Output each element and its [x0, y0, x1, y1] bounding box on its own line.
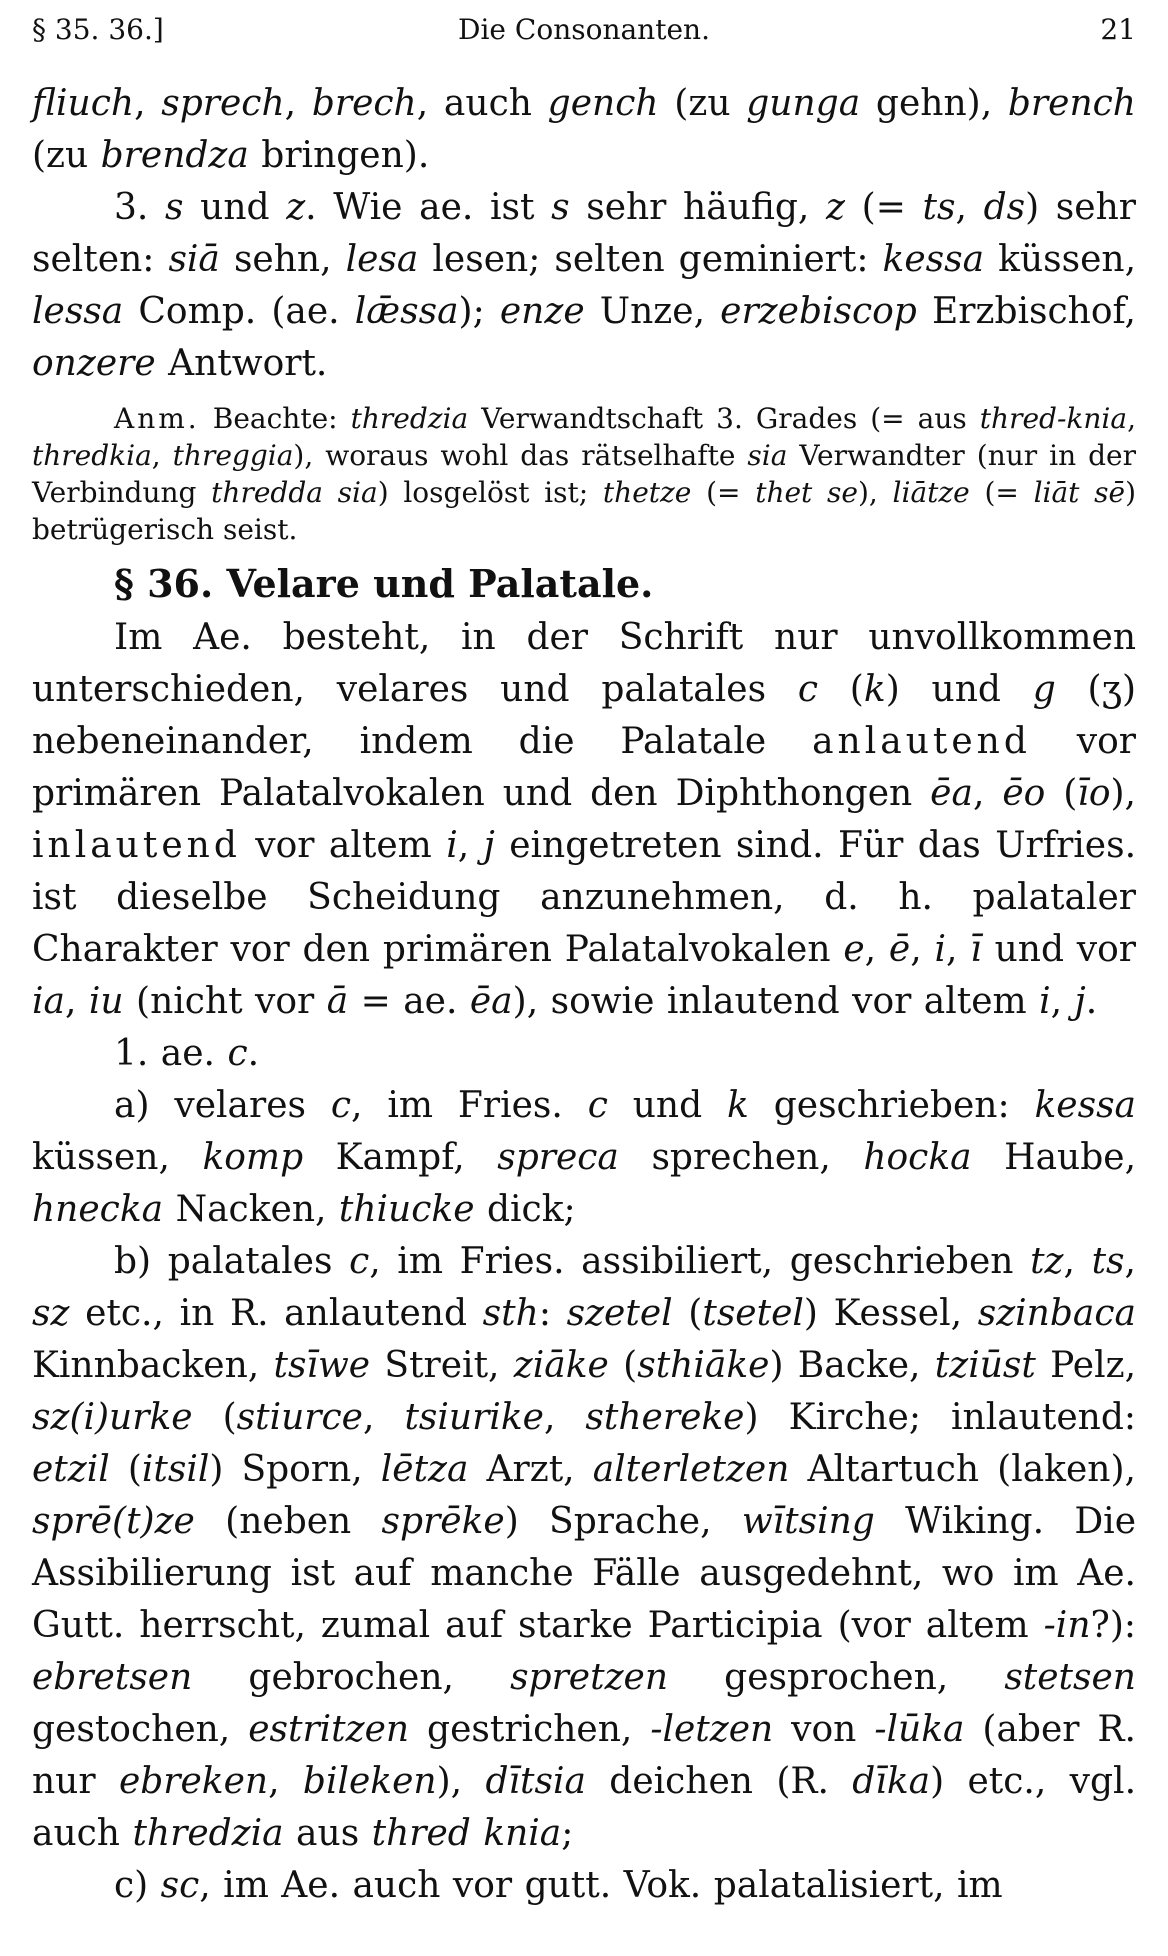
word: lesa: [345, 239, 419, 280]
text-run: .: [247, 1033, 260, 1074]
text-run: ) und: [885, 669, 1033, 710]
text-run: Im Ae. besteht, in der Schrift nur unvollkommen unterschieden, velares und palatales: [32, 617, 1136, 710]
text-run: vor altem: [240, 825, 447, 866]
word: spretzen: [510, 1657, 669, 1698]
text-run: , auch: [416, 83, 548, 124]
text-run: (neben: [194, 1501, 382, 1542]
word: dīka: [852, 1761, 931, 1802]
text-run: Antwort.: [155, 343, 328, 384]
text-run: (: [1055, 669, 1102, 710]
word: lǣssa: [354, 291, 459, 332]
text-run: vor primären Palatalvokalen und den Diphthongen: [32, 721, 1136, 814]
text-run: ,: [268, 1761, 303, 1802]
text-run: , im Fries. assibiliert, geschrieben: [369, 1241, 1031, 1282]
text-run: ,: [955, 187, 984, 228]
word: -letzen: [650, 1709, 774, 1750]
paragraph-continuation: [32, 78, 1136, 182]
word: i: [1039, 981, 1051, 1022]
word: sprēke: [381, 1501, 505, 1542]
word: tz: [1030, 1241, 1064, 1282]
text-run: dick;: [474, 1189, 576, 1230]
word: i: [446, 825, 458, 866]
text-run: etc., in R. anlautend: [69, 1293, 483, 1334]
word: brendza: [100, 135, 249, 176]
text-run: ),: [1110, 773, 1137, 814]
word: īo: [1077, 773, 1111, 814]
word: ia: [32, 981, 65, 1022]
annotation-note: [32, 400, 1136, 548]
word: lessa: [32, 291, 124, 332]
body-text: [32, 78, 1136, 1912]
text-run: sehn,: [219, 239, 346, 280]
word: c: [330, 1085, 352, 1126]
word: onzere: [32, 343, 156, 384]
text-run: ,: [543, 1397, 586, 1438]
text-run: (: [818, 669, 864, 710]
word: kessa: [882, 239, 985, 280]
text-run: lesen; selten geminiert:: [418, 239, 883, 280]
text-run: ,: [1063, 1241, 1092, 1282]
text-run: ?):: [1090, 1605, 1136, 1646]
text-run: aus: [283, 1813, 372, 1854]
text-run: ,: [1124, 1241, 1136, 1282]
section-reference: § 35. 36.]: [32, 13, 164, 46]
word: thredzia: [350, 402, 469, 435]
word: szetel: [566, 1293, 673, 1334]
word: alterletzen: [592, 1449, 790, 1490]
text-run: ) betrügerisch seist.: [32, 476, 1137, 546]
word: ē: [888, 929, 911, 970]
word: j: [1074, 981, 1086, 1022]
word: tsetel: [702, 1293, 804, 1334]
word: sthiāke: [637, 1345, 770, 1386]
text-run: ,: [362, 1397, 405, 1438]
word: brench: [1007, 83, 1136, 124]
word: sprech: [161, 83, 285, 124]
text-run: , im Ae. auch vor gutt. Vok. palatalisiert, im: [199, 1865, 1003, 1906]
word: sc: [160, 1865, 200, 1906]
text-run: Erzbischof,: [916, 291, 1136, 332]
word: thredzia: [132, 1813, 284, 1854]
word: stetsen: [1004, 1657, 1136, 1698]
text-run: von: [773, 1709, 875, 1750]
word: thredkia: [32, 439, 152, 472]
text-run: sprechen,: [618, 1137, 864, 1178]
text-run: ) sehr selten:: [32, 187, 1136, 280]
word: enze: [499, 291, 585, 332]
text-run: Pelz,: [1035, 1345, 1137, 1386]
word: e: [843, 929, 865, 970]
text-run: Verwandtschaft 3. Grades (= aus: [468, 402, 980, 435]
word: liāt sē: [1033, 476, 1126, 509]
word: tsiurike: [404, 1397, 544, 1438]
text-run: ) etc., vgl. auch: [32, 1761, 1137, 1854]
word: -lūka: [874, 1709, 965, 1750]
text-run: (zu: [658, 83, 747, 124]
text-run: Nacken,: [163, 1189, 339, 1230]
spaced-word: inlautend: [32, 825, 241, 866]
text-run: ),: [857, 476, 893, 509]
word: k: [727, 1085, 749, 1126]
word: tsīwe: [273, 1345, 371, 1386]
text-run: (: [672, 1293, 703, 1334]
text-run: );: [458, 291, 500, 332]
text-run: ) Sporn,: [209, 1449, 381, 1490]
text-run: gestrichen,: [409, 1709, 651, 1750]
word: thetze: [602, 476, 692, 509]
word: sz: [32, 1293, 70, 1334]
text-run: Kinnbacken,: [32, 1345, 274, 1386]
text-run: b) palatales: [114, 1241, 350, 1282]
text-run: :: [538, 1293, 567, 1334]
spaced-word: anlautend: [812, 721, 1031, 762]
word: ziāke: [513, 1345, 609, 1386]
text-run: ,: [151, 439, 173, 472]
text-run: ;: [561, 1813, 574, 1854]
text-run: a) velares: [114, 1085, 331, 1126]
word: ēo: [1002, 773, 1046, 814]
text-run: ), woraus wohl das rätselhafte: [293, 439, 748, 472]
text-run: Streit,: [370, 1345, 514, 1386]
word: sz(i)urke: [32, 1397, 193, 1438]
note-label: Anm.: [114, 402, 200, 435]
text-run: c): [114, 1865, 161, 1906]
word: sth: [482, 1293, 539, 1334]
word: brech: [311, 83, 417, 124]
word: fliuch: [32, 83, 135, 124]
word: thred-knia: [979, 402, 1128, 435]
text-run: .: [1085, 981, 1098, 1022]
text-run: küssen,: [32, 1137, 203, 1178]
running-title: Die Consonanten.: [458, 13, 710, 46]
text-run: ,: [972, 773, 1003, 814]
paragraph-s-and-z: [32, 182, 1136, 390]
word: -in: [1043, 1605, 1091, 1646]
text-run: ,: [1127, 402, 1136, 435]
text-run: ) Backe,: [769, 1345, 935, 1386]
word: z: [826, 187, 845, 228]
word: thred knia: [371, 1813, 562, 1854]
text-run: Kampf,: [303, 1137, 498, 1178]
word: gunga: [746, 83, 861, 124]
word: estritzen: [248, 1709, 410, 1750]
text-run: ), sowie inlautend vor altem: [512, 981, 1040, 1022]
word: c: [797, 669, 819, 710]
text-run: ) Sprache,: [504, 1501, 742, 1542]
text-run: ) losgelöst ist;: [377, 476, 603, 509]
paragraph-palatal-c: [32, 1236, 1136, 1860]
word: szinbaca: [977, 1293, 1136, 1334]
text-run: ,: [1050, 981, 1075, 1022]
text-run: Beachte:: [199, 402, 351, 435]
text-run: Wiking. Die Assibilierung ist auf manche Fälle ausgedehnt, wo im Ae. Gutt. herrscht, zumal auf starke Participia (vor altem: [32, 1501, 1137, 1646]
text-run: Verwandter (nur in der Verbindung: [32, 439, 1136, 509]
running-head: [32, 10, 1136, 50]
text-run: , im Fries.: [351, 1085, 588, 1126]
text-run: (: [109, 1449, 142, 1490]
paragraph-subsection-1: [32, 1028, 1136, 1080]
text-run: bringen).: [248, 135, 430, 176]
text-run: 3.: [114, 187, 165, 228]
word: wītsing: [741, 1501, 875, 1542]
text-run: Comp. (ae.: [123, 291, 355, 332]
text-run: ) Kessel,: [803, 1293, 978, 1334]
text-run: und: [607, 1085, 728, 1126]
word: j: [483, 825, 495, 866]
word: bileken: [302, 1761, 437, 1802]
section-title: Velare und Palatale.: [226, 561, 654, 606]
word: sia: [747, 439, 788, 472]
page-number: 21: [1100, 13, 1136, 46]
word: ā: [326, 981, 349, 1022]
text-run: Arzt,: [468, 1449, 593, 1490]
word: ts: [922, 187, 956, 228]
text-run: und vor: [981, 929, 1137, 970]
text-run: (aber R. nur: [32, 1709, 1136, 1802]
word: thet se: [755, 476, 858, 509]
text-run: Unze,: [584, 291, 721, 332]
text-run: gestochen,: [32, 1709, 249, 1750]
text-run: = ae.: [348, 981, 470, 1022]
word: ebretsen: [32, 1657, 193, 1698]
word: ts: [1091, 1241, 1125, 1282]
word: etzil: [32, 1449, 110, 1490]
word: sthereke: [585, 1397, 745, 1438]
word: erzebiscop: [720, 291, 917, 332]
word: c: [349, 1241, 370, 1282]
paragraph-sc: [32, 1860, 1136, 1912]
word: komp: [202, 1137, 304, 1178]
text-run: (: [192, 1397, 237, 1438]
text-run: ) Kirche; inlautend:: [744, 1397, 1136, 1438]
word: ī: [970, 929, 982, 970]
text-run: (zu: [32, 135, 101, 176]
word: ds: [983, 187, 1026, 228]
text-run: ),: [436, 1761, 486, 1802]
text-run: deichen (R.: [585, 1761, 853, 1802]
text-run: ,: [910, 929, 935, 970]
word: sprē(t)ze: [32, 1501, 195, 1542]
word: liātze: [892, 476, 970, 509]
word: k: [863, 669, 886, 710]
text-run: (nicht vor: [123, 981, 327, 1022]
text-run: ) nebeneinander, indem die Palatale: [32, 669, 1136, 762]
word: itsil: [141, 1449, 210, 1490]
word: siā: [168, 239, 220, 280]
text-run: ,: [134, 83, 162, 124]
text-run: (: [1045, 773, 1078, 814]
word: iu: [88, 981, 124, 1022]
paragraph-velar-palatal: [32, 612, 1136, 1028]
word: ēa: [930, 773, 973, 814]
word: tziūst: [934, 1345, 1036, 1386]
word: thredda sia: [211, 476, 378, 509]
word: c: [587, 1085, 608, 1126]
text-run: ,: [457, 825, 484, 866]
word: ebreken: [118, 1761, 269, 1802]
word: thiucke: [338, 1189, 475, 1230]
word: hocka: [863, 1137, 972, 1178]
word: spreca: [497, 1137, 619, 1178]
text-run: (=: [969, 476, 1034, 509]
text-run: (=: [845, 187, 923, 228]
text-run: sehr häufig,: [569, 187, 827, 228]
word: g: [1032, 669, 1056, 710]
text-run: küssen,: [984, 239, 1137, 280]
section-heading: [32, 556, 1136, 612]
word: gench: [547, 83, 659, 124]
word: s: [551, 187, 570, 228]
text-run: Altartuch (laken),: [789, 1449, 1136, 1490]
text-run: ,: [284, 83, 312, 124]
text-run: Haube,: [971, 1137, 1137, 1178]
word: kessa: [1034, 1085, 1136, 1126]
word: c: [227, 1033, 248, 1074]
text-run: eingetreten sind. Für das Urfries. ist dieselbe Scheidung anzunehmen, d. h. palataler Charakter vor den primären Palatalvokalen: [32, 825, 1137, 970]
text-run: . Wie ae. ist: [305, 187, 552, 228]
text-run: ,: [864, 929, 889, 970]
paragraph-velar-c: [32, 1080, 1136, 1236]
text-run: gesprochen,: [668, 1657, 1005, 1698]
text-run: gebrochen,: [192, 1657, 511, 1698]
text-run: ,: [945, 929, 971, 970]
section-number: § 36.: [114, 561, 214, 606]
text-run: ʒ: [1101, 669, 1122, 710]
text-run: geschrieben:: [748, 1085, 1035, 1126]
word: threggia: [172, 439, 294, 472]
word: dītsia: [485, 1761, 586, 1802]
text-run: ,: [64, 981, 89, 1022]
text-run: (=: [691, 476, 756, 509]
word: hnecka: [32, 1189, 164, 1230]
word: lētza: [380, 1449, 469, 1490]
text-run: gehn),: [860, 83, 1008, 124]
book-page: [32, 0, 1136, 1956]
word: ēa: [469, 981, 513, 1022]
word: s: [165, 187, 184, 228]
word: z: [286, 187, 306, 228]
word: i: [934, 929, 946, 970]
text-run: 1. ae.: [114, 1033, 228, 1074]
text-run: und: [183, 187, 287, 228]
word: stiurce: [236, 1397, 363, 1438]
text-run: (: [608, 1345, 638, 1386]
